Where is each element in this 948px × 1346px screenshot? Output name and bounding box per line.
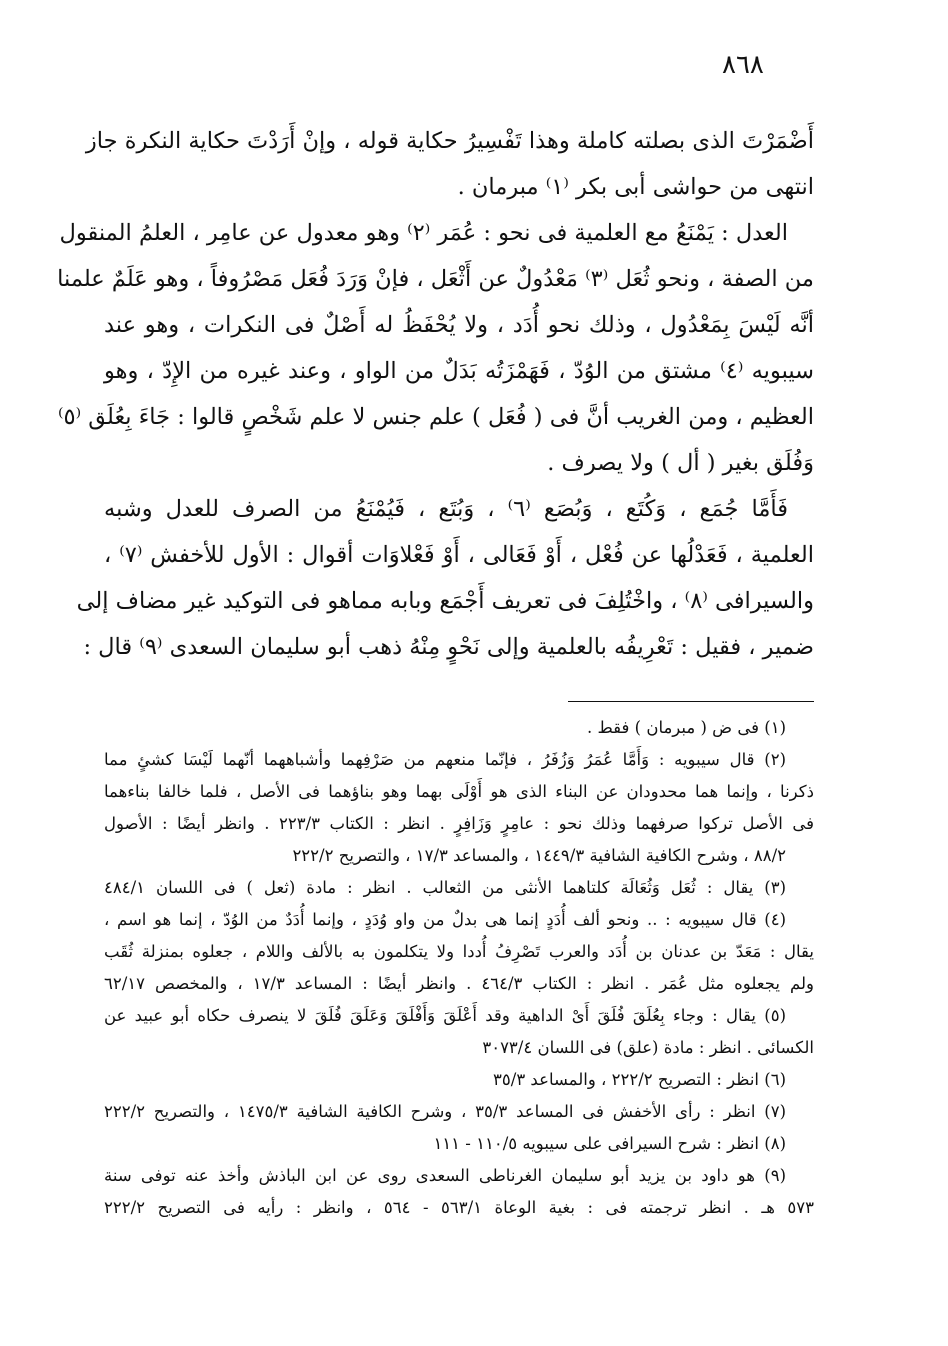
text-line: فَأَمَّا جُمَع ، وَكُتَع ، وَبُصَع ⁽٦⁾ ، وَبُتَع ، فَيُمْنَعُ من الصرف للعدل وشبه (104, 496, 788, 522)
footnote-line: (٩) هو داود بن يزيد أبو سليمان الغرناطى السعدى روى عن ابن الباذش وأخذ عنه توفى سنة (104, 1166, 786, 1185)
footnote-line: (٥) يقال : وجاء بِعُلَقَ فُلَقَ أَىْ الداهية وقد أَعْلَقَ وَأَفْلَقَ وَعَلَقَ فُلَقَ لا ينصرف حكاه أبو عبيد عن (104, 1006, 786, 1025)
footnotes (104, 712, 814, 1224)
footnote-line: ذكرنا ، وإنما هما محدودان عن البناء الذى هو أَوْلَى بهما وهو بناؤهما فى الأصل ، فلما خالفا بناءهما (104, 782, 814, 801)
text-line: العدل : يَمْنَعُ مع العلمية فى نحو : عُمَر ⁽٢⁾ وهو معدول عن عامِر ، العلمُ المنقول (59, 220, 788, 246)
footnote-line: الكسائى . انظر : مادة (علق) فى اللسان ٣٠٧٣/٤ (482, 1038, 814, 1057)
footnote-line: فى الأصل تركوا صرفهما وذلك نحو : عامِرٍ وَزَافِرٍ . انظر : الكتاب ٢٢٣/٣ . وانظر أيضًا : الأصول (104, 814, 814, 833)
footnote-line: ٨٨/٢ ، وشرح الكافية الشافية ١٤٤٩/٣ ، والمساعد ١٧/٣ ، والتصريح ٢٢٢/٢ (292, 846, 786, 865)
page-number: ٨٦٨ (722, 50, 764, 80)
footnote-line: يقال : مَعَدّ بن عدنان بن أُدَد والعرب تَصْرِفُ أُددا ولا يتكلمون به بالألف واللام ، جعلوه بمنزلة ثُقَب (104, 942, 814, 961)
text-line: والسيرافى ⁽٨⁾ ، واخْتُلِفَ فى تعريف أَجْمَع وبابه مماهو فى التوكيد غير مضاف إلى (76, 588, 814, 614)
footnote-line: ٥٧٣ هـ . انظر ترجمته فى : بغية الوعاة ٥٦٣/١ - ٥٦٤ ، وانظر : رأيه فى التصريح ٢٢٢/٢ (104, 1198, 814, 1217)
text-line: العلمية ، فَعَدْلُها عن فُعْل ، أَوْ فَعَالى ، أَوْ فَعْلاوَات أقوال : الأول للأخفش ⁽٧⁾ ، (104, 542, 814, 568)
text-line: العظيم ، ومن الغريب أنَّ فى ( فُعَل ) علم جنس لا علم شَخْصٍ قالوا : جَاءَ بِعُلَق ⁽٥⁾ (57, 404, 814, 430)
text-line: ضمير ، فقيل : تَعْرِيفُه بالعلمية وإلى نَحْوٍ مِنْهُ ذهب أبو سليمان السعدى ⁽٩⁾ قال : (83, 634, 814, 660)
text-line: أنَّه لَيْسَ بِمَعْدُول ، وذلك نحو أُدَد ، ولا يُحْفَظُ له أَصْلٌ فى النكرات ، وهو عند (104, 312, 814, 338)
main-text (57, 118, 814, 670)
text-line: أَضْمَرْتَ الذى بصلته كاملة وهذا تَفْسِيرُ حكاية قوله ، وإنْ أَرَدْتَ حكاية النكرة جاز (85, 128, 814, 154)
footnote-line: (٨) انظر : شرح السيرافى على سيبويه ١١٠/٥ - ١١١ (433, 1134, 786, 1153)
footnote-line: (٤) قال سيبويه : .. ونحو ألف أُدَدٍ إنما هى بدلٌ من واو وُدَدٍ ، وإنما أُدَدٌ من الوُدّ ، إنما هو اسم ، (104, 910, 786, 929)
text-line: وَفُلَق بغير ( أل ) ولا يصرف . (547, 450, 814, 476)
text-line: من الصفة ، ونحو ثُعَل ⁽٣⁾ مَعْدُولٌ عن أَثْعَل ، فإنْ وَرَدَ فُعَل مَصْرُوفاً ، وهو عَلَمٌ علمنا (57, 266, 814, 292)
footnote-separator (568, 701, 814, 702)
footnote-line: (٢) قال سيبويه : وَأَمَّا عُمَرُ وَزُفَرُ ، فإنّما منعهم من صَرْفِهما وأشباههما أنّهما لَيْسَا كشئٍ مما (104, 750, 786, 769)
footnote-line: (٦) انظر : التصريح ٢٢٢/٢ ، والمساعد ٣٥/٣ (493, 1070, 786, 1089)
text-line: سيبويه ⁽٤⁾ مشتق من الوُدّ ، فَهَمْزَتُه بَدَلٌ من الواو ، وعند غيره من الإِدّ ، وهو (104, 358, 814, 384)
footnote-line: ولم يجعلوه مثل عُمَر . انظر : الكتاب ٤٦٤/٣ . وانظر أيضًا : المساعد ١٧/٣ ، والمخصص ٦٢/١٧ (104, 974, 814, 993)
footnote-line: (١) فى ض ( مبرمان ) فقط . (587, 718, 786, 737)
text-line: انتهى من حواشى أبى بكر ⁽١⁾ مبرمان . (457, 174, 814, 200)
footnote-line: (٣) يقال : ثُعَل وَثُعَالَة كلتاهما الأنثى من الثعالب . انظر : مادة (ثعل ) فى اللسان ٤٨٤/١ (104, 878, 786, 897)
footnote-line: (٧) انظر : رأى الأخفش فى المساعد ٣٥/٣ ، وشرح الكافية الشافية ١٤٧٥/٣ ، والتصريح ٢٢٢/٢ (104, 1102, 786, 1121)
